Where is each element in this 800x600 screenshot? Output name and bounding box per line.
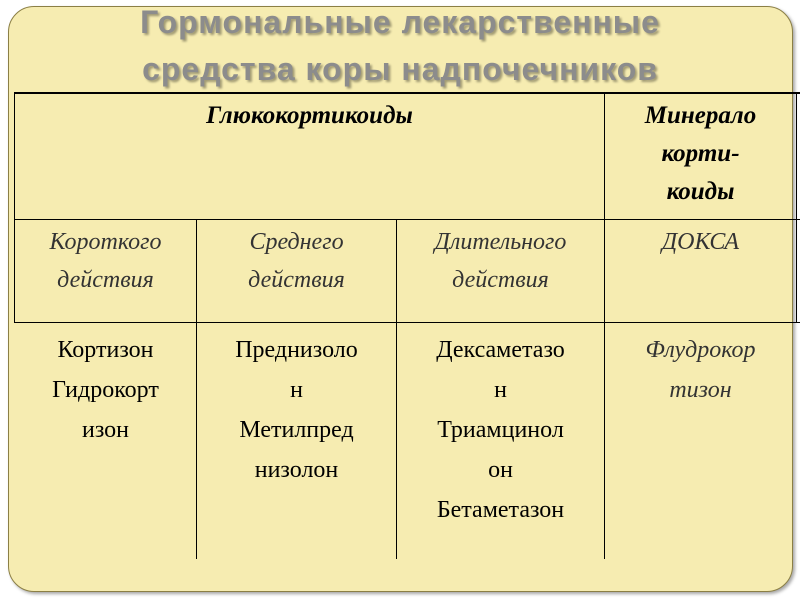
subheader-doxa: ДОКСА	[661, 229, 740, 255]
table-border-right	[796, 92, 797, 322]
subheader-short-acting: Короткого действия	[49, 229, 162, 293]
table-row-divider-1	[14, 219, 800, 220]
drugs-short-acting: Кортизон Гидрокорт изон	[52, 337, 159, 443]
title-line-2: средства коры надпочечников	[142, 51, 658, 87]
drugs-mineralocorticoid: Флудрокор тизон	[645, 337, 756, 403]
header-glucocorticoids: Глюкокортикоиды	[206, 102, 413, 129]
header-mineralocorticoids: Минерало корти- коиды	[644, 102, 757, 205]
table-row-divider-2	[14, 322, 800, 323]
table-border-top	[14, 92, 800, 94]
title-line-1: Гормональные лекарственные	[140, 4, 660, 40]
subheader-long-acting: Длительного действия	[434, 229, 567, 293]
subheader-medium-acting: Среднего действия	[248, 229, 345, 293]
drugs-long-acting: Дексаметазо н Триамцинол он Бетаметазон	[436, 337, 565, 523]
drugs-medium-acting: Преднизоло н Метилпред низолон	[235, 337, 358, 483]
